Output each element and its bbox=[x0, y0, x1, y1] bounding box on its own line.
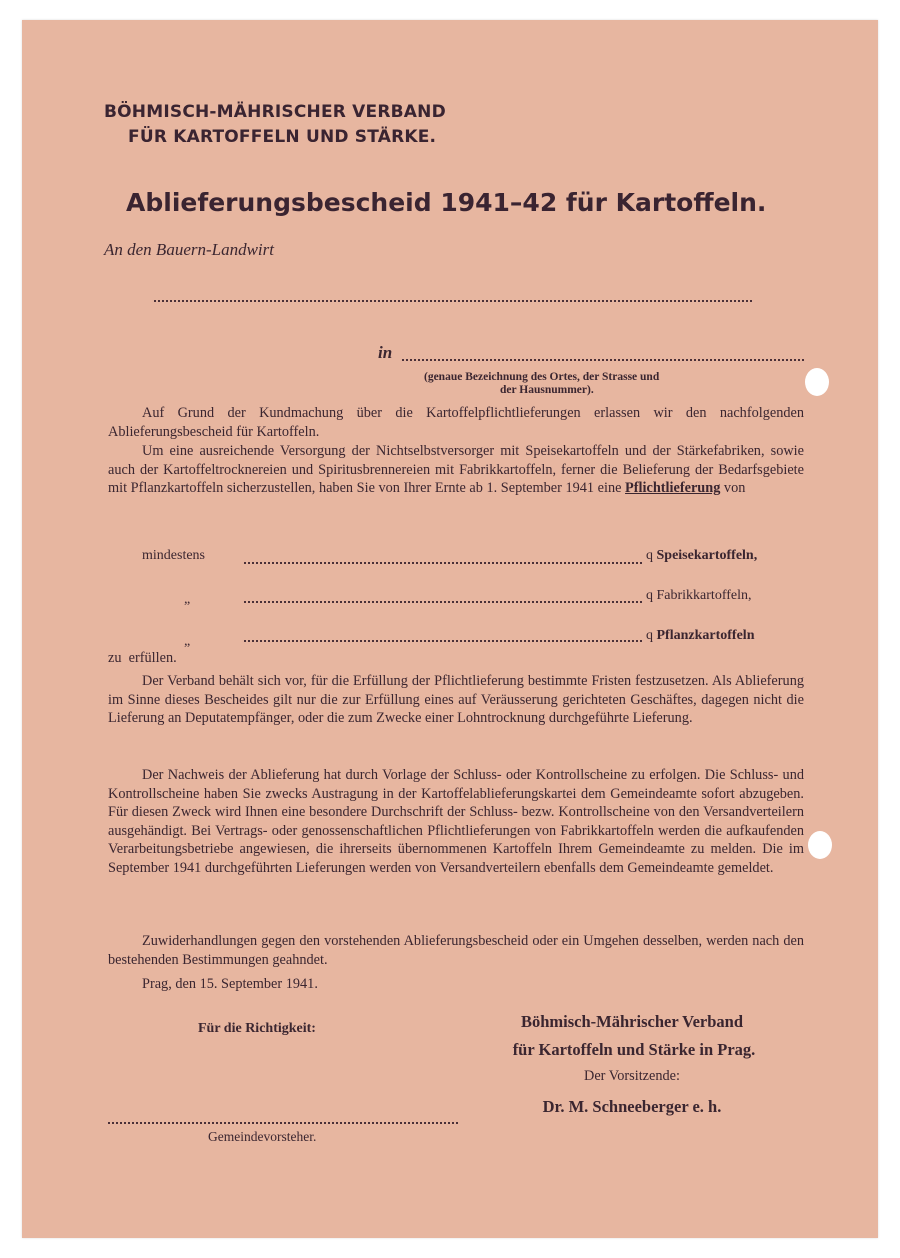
qty-unit-prefix-fabrik: q bbox=[646, 588, 653, 603]
qty-unit-pflanz bbox=[646, 628, 754, 644]
paragraph-zuwiderhandlungen: Zuwiderhandlungen gegen den vorstehenden Ablieferungsbescheid oder ein Umgehen desselben, werden nach den bestehenden Bestimmungen geahndet. bbox=[108, 933, 804, 968]
location-label: in bbox=[378, 343, 393, 362]
richtigkeit-label: Für die Richtigkeit: bbox=[198, 1021, 316, 1036]
punch-hole-top bbox=[805, 368, 829, 396]
mayor-role: Gemeindevorsteher. bbox=[208, 1129, 317, 1144]
address-note-line-2: der Hausnummer). bbox=[500, 384, 594, 396]
paragraph-nachweis: Der Nachweis der Ablieferung hat durch Vorlage der Schluss- oder Kontrollscheine zu erfolgen. Die Schluss- und Kontrollscheine haben Sie zwecks Austragung in der Kartoffelablieferungskartei dem Gemeindeamte sofort abzugeben. Für diesen Zweck wird Ihnen eine besondere Durchschrift der Schluss- bezw. Kontrollscheine von den Versandverteilern ausgehändigt. Bei Vertrags- oder genossenschaftlichen Pflichtlieferungen von Fabrikkartoffeln werden die aufkaufenden Verarbeitungsbetriebe angewiesen, die ihrerseits übernommenen Kartoffeln Ihrem Gemeindeamte zu melden. Die im September 1941 durchgeführten Lieferungen werden von Versandverteilern ebenfalls dem Gemeindeamte gemeldet. bbox=[108, 767, 804, 876]
organization-name bbox=[104, 100, 446, 150]
qty-fill-speise bbox=[244, 562, 642, 564]
document-title: Ablieferungsbescheid 1941–42 für Kartoffeln. bbox=[126, 188, 767, 217]
organization-line-1: BÖHMISCH-MÄHRISCHER VERBAND bbox=[104, 102, 446, 122]
name-fill-line bbox=[154, 300, 752, 302]
paragraph-versorgung-text: Um eine ausreichende Versorgung der Nichtselbstversorger mit Speisekartoffeln und der Stärkefabriken, sowie auch der Kartoffeltrocknereien und Spiritusbrennereien mit Fabrikkartoffeln, ferner die Belieferung der Bedarfsgebiete mit Pflanzkartoffeln sicherzustellen, haben Sie von Ihrer Ernte ab 1. September 1941 eine bbox=[108, 443, 804, 497]
qty-unit-name-fabrik: Fabrikkartoffeln, bbox=[656, 588, 752, 603]
place-and-date: Prag, den 15. September 1941. bbox=[142, 976, 318, 992]
address-note-line-1: (genaue Bezeichnung des Ortes, der Strasse und bbox=[424, 371, 660, 383]
qty-fill-pflanz bbox=[244, 640, 642, 642]
pflichtlieferung-emphasis: Pflichtlieferung bbox=[625, 480, 721, 497]
address-note bbox=[424, 371, 659, 397]
chairman-name: Dr. M. Schneeberger e. h. bbox=[542, 1097, 722, 1116]
chairman-role: Der Vorsitzende: bbox=[584, 1068, 680, 1084]
qty-unit-name-pflanz: Pflanzkartoffeln bbox=[656, 628, 755, 643]
organization-line-2: FÜR KARTOFFELN UND STÄRKE. bbox=[128, 127, 437, 147]
fulfil-text: zu erfüllen. bbox=[108, 650, 177, 666]
address-fill-line bbox=[402, 359, 804, 361]
qty-unit-fabrik bbox=[646, 588, 752, 604]
qty-unit-prefix-speise: q bbox=[646, 548, 653, 563]
qty-label-speise: mindestens bbox=[142, 548, 205, 563]
paragraph-kundmachung: Auf Grund der Kundmachung über die Kartoffelpflichtlieferungen erlassen wir den nachfolgenden Ablieferungsbescheid für Kartoffeln. bbox=[108, 405, 804, 440]
signature-org-line-2: für Kartoffeln und Stärke in Prag. bbox=[512, 1040, 756, 1059]
qty-unit-name-speise: Speisekartoffeln, bbox=[656, 548, 758, 563]
punch-hole-bottom bbox=[808, 831, 832, 859]
paragraph-fristen: Der Verband behält sich vor, für die Erfüllung der Pflichtlieferung bestimmte Fristen festzusetzen. Als Ablieferung im Sinne dieses Bescheides gilt nur die zur Erfüllung eines auf Veräusserung gerichteten Geschäftes, dagegen nicht die Lieferung an Deputatempfänger, oder die zum Zwecke einer Lohntrocknung durchgeführte Lieferung. bbox=[108, 673, 804, 727]
paragraph-versorgung-end: von bbox=[723, 480, 746, 497]
qty-unit-speise bbox=[646, 548, 757, 564]
mayor-signature-line bbox=[108, 1122, 458, 1124]
signature-org-line-1: Böhmisch-Mährischer Verband bbox=[520, 1012, 743, 1031]
addressee-label: An den Bauern-Landwirt bbox=[104, 240, 274, 259]
paragraph-versorgung bbox=[108, 442, 804, 498]
qty-fill-fabrik bbox=[244, 601, 642, 603]
qty-label-pflanz: „ bbox=[184, 634, 191, 649]
qty-unit-prefix-pflanz: q bbox=[646, 628, 653, 643]
qty-label-fabrik: „ bbox=[184, 592, 191, 607]
